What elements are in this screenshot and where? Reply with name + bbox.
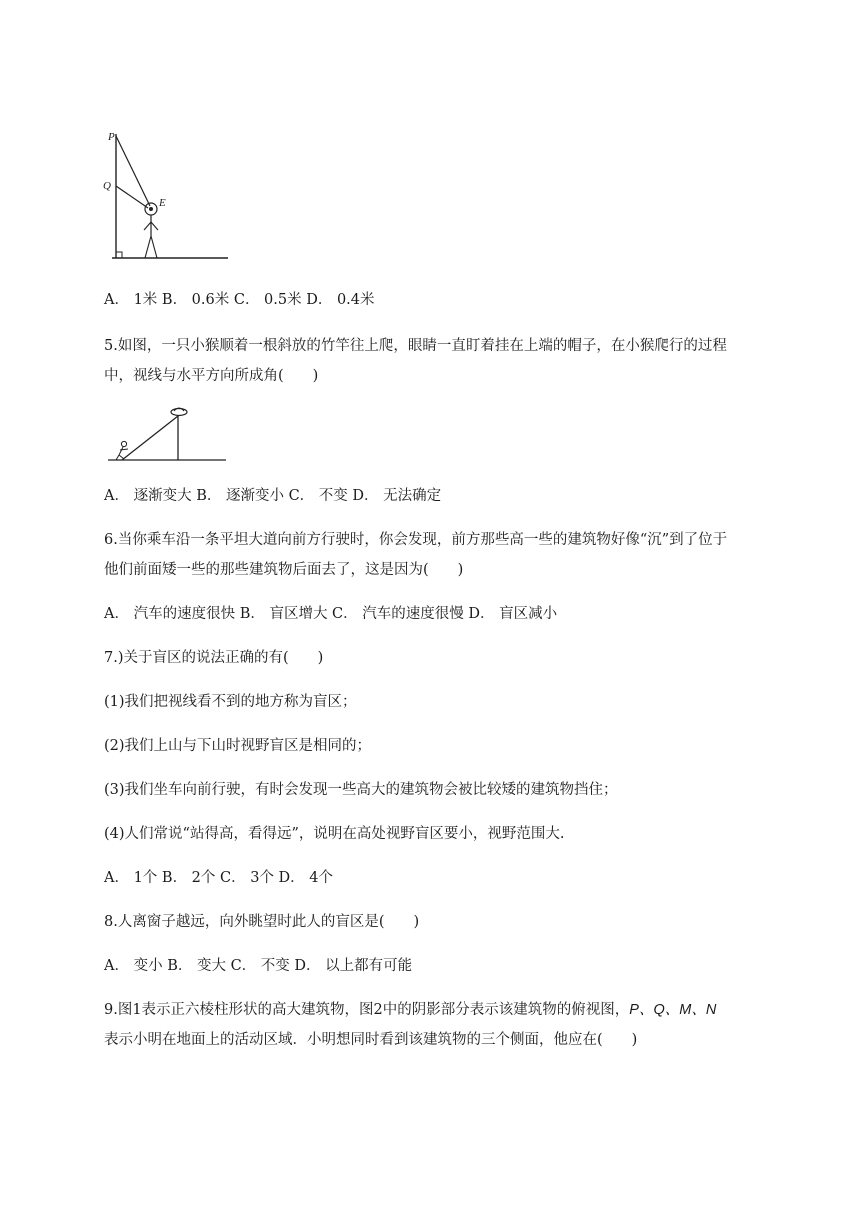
sight-line-q — [116, 186, 148, 208]
q6-options: A． 汽车的速度很快 B． 盲区增大 C． 汽车的速度很慢 D． 盲区减小 — [104, 606, 558, 622]
q9-stem-line2: 表示小明在地面上的活动区域．小明想同时看到该建筑物的三个侧面，他应在( ) — [104, 1032, 638, 1048]
hat — [171, 409, 187, 416]
q9-region-variables: P、Q、M、N — [629, 1002, 717, 1018]
q5-options: A． 逐渐变大 B． 逐渐变小 C． 不变 D． 无法确定 — [104, 488, 442, 504]
q5-stem-line2: 中，视线与水平方向所成角( ) — [104, 368, 319, 384]
bamboo-pole — [122, 416, 178, 460]
label-e: E — [159, 197, 166, 209]
q7-statement-4: (4)人们常说“站得高，看得远”，说明在高处视野盲区要小，视野范围大. — [104, 826, 565, 842]
q7-options: A． 1个 B． 2个 C． 3个 D． 4个 — [104, 870, 334, 886]
figure-pole-person — [100, 126, 235, 266]
q9-stem-text: 9.图1表示正六棱柱形状的高大建筑物，图2中的阴影部分表示该建筑物的俯视图， — [104, 1002, 630, 1018]
q5-stem-line1: 5.如图，一只小猴顺着一根斜放的竹竿往上爬，眼睛一直盯着挂在上端的帽子，在小猴爬行的过程 — [104, 338, 727, 354]
monkey-head — [121, 441, 126, 446]
label-q: Q — [103, 180, 111, 192]
q8-options: A． 变小 B． 变大 C． 不变 D． 以上都有可能 — [104, 958, 413, 974]
q7-statement-2: (2)我们上山与下山时视野盲区是相同的； — [104, 738, 372, 754]
sight-line-p — [116, 136, 150, 206]
q8-stem: 8.人离窗子越远，向外眺望时此人的盲区是( ) — [104, 914, 420, 930]
right-angle-mark — [116, 252, 122, 258]
label-p: P — [108, 131, 115, 143]
q7-stem: 7.)关于盲区的说法正确的有( ) — [104, 650, 324, 666]
q7-statement-1: (1)我们把视线看不到的地方称为盲区； — [104, 694, 357, 710]
q7-statement-3: (3)我们坐车向前行驶，有时会发现一些高大的建筑物会被比较矮的建筑物挡住； — [104, 782, 618, 798]
q9-stem-line1 — [104, 1000, 716, 1020]
q4-options: A． 1米 B． 0.6米 C． 0.5米 D． 0.4米 — [104, 292, 375, 308]
q6-stem-line2: 他们前面矮一些的那些建筑物后面去了，这是因为( ) — [104, 562, 464, 578]
q6-stem-line1: 6.当你乘车沿一条平坦大道向前方行驶时，你会发现，前方那些高一些的建筑物好像“沉”到了位于 — [104, 532, 728, 548]
figure-monkey-pole — [106, 404, 230, 466]
